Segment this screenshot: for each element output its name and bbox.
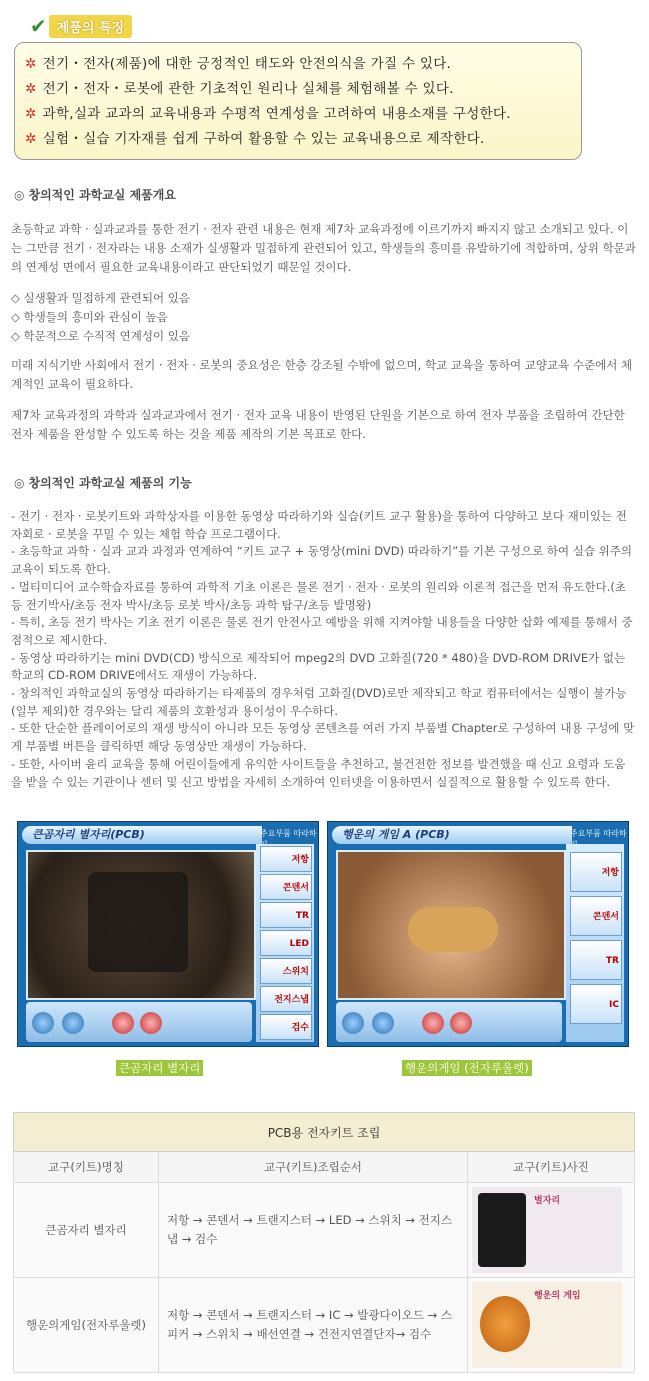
header-sequence: 교구(키트)조립순서 (159, 1152, 468, 1183)
asterisk-icon: ✲ (25, 81, 37, 97)
rewind-icon[interactable] (112, 1012, 134, 1034)
kit-photo-cell (468, 1278, 635, 1373)
constellation-kit-image (478, 1193, 526, 1267)
header-photo: 교구(키트)사진 (468, 1152, 635, 1183)
function-item: - 동영상 따라하기는 mini DVD(CD) 방식으로 제작되어 mpeg2의 DVD 고화질(720 * 480)을 DVD-ROM DRIVE가 없는 학교의 CD-ROM DRIVE에서도 재생이 가능하다. (11, 650, 626, 683)
feature-item: ✲ 실험・실습 기자재를 쉽게 구하여 활용할 수 있는 교육내용으로 제작한다. (25, 131, 485, 147)
feature-tag (30, 14, 132, 38)
table-title-row (14, 1113, 635, 1152)
function-item: - 또한 단순한 플레이어로의 재생 방식이 아니라 모든 동영상 콘텐츠를 여러 가지 부품별 Chapter로 구성하여 내용 구성에 맞게 부품별 버튼을 클릭하면 해당 동영상만 재생이 가능하다. (11, 721, 635, 754)
lucky-game-kit-image (480, 1296, 530, 1352)
menu-capacitor[interactable]: 콘덴서 (260, 874, 312, 900)
overview-para-2: 미래 지식기반 사회에서 전기 · 전자 · 로봇의 중요성은 한층 강조될 수밖에 없으며, 학교 교육을 통하여 교양교육 수준에서 체계적인 교육이 필요하다. (11, 358, 633, 391)
kit-photo-cell (468, 1183, 635, 1278)
table-header-row (14, 1152, 635, 1183)
function-item: - 초등학교 과학 · 실과 교과 과정과 연계하여 “키트 교구 + 동영상(mini DVD) 따라하기”를 기본 구성으로 하여 실습 위주의 교육이 되도록 한다. (11, 544, 632, 577)
asterisk-icon: ✲ (25, 106, 37, 122)
caption-constellation: 큰곰자리 별자리 (116, 1057, 203, 1076)
overview-title: ◎ 창의적인 과학교실 제품개요 (14, 188, 176, 202)
kit-table (13, 1112, 635, 1373)
feature-item: ✲ 전기・전자(제품)에 대한 긍정적인 태도와 안전의식을 가질 수 있다. (25, 56, 452, 72)
function-item: - 전기 · 전자 · 로봇키트와 과학상자를 이용한 동영상 따라하기와 실습(키트 교구 활용)을 통하여 다양하고 보다 재미있는 전자회로 · 로봇을 꾸밀 수 있는 체험 학습 프로그램이다. (11, 509, 627, 541)
function-item: - 멀티미디어 교수학습자료를 통하여 과학적 기초 이론은 물론 전기 · 전자 · 로봇의 원리와 이론적 접근을 먼저 유도한다.(초등 전기박사/초등 전자 박사/초등 로봇 박사/초등 과학 탐구/초등 발명왕) (11, 579, 626, 612)
target-icon: ◎ (14, 188, 25, 202)
function-item: - 또한, 사이버 윤리 교육을 통해 어린이들에게 유익한 사이트들을 추천하고, 불건전한 정보를 발견했을 때 신고 요령과 도움을 받을 수 있는 기관이나 센터 및 신고 방법을 자세히 소개하여 인터넷을 이용하면서 실질적으로 활용할 수 있도록 한다. (11, 756, 626, 789)
menu-switch[interactable]: 스위치 (260, 958, 312, 984)
table-row (14, 1183, 635, 1278)
forward-icon[interactable] (140, 1012, 162, 1034)
video-frame[interactable] (336, 850, 566, 1000)
kit-sequence: 저항 → 콘덴서 → 트랜지스터 → IC → 발광다이오드 → 스피커 → 스위치 → 배선연결 → 건전지연결단자→ 검수 (159, 1278, 468, 1373)
asterisk-icon: ✲ (25, 56, 37, 72)
function-item: - 창의적인 과학교실의 동영상 따라하기는 타제품의 경우처럼 고화질(DVD)로만 제작되고 학교 컴퓨터에서는 실행이 불가능(일부 제외)한 경우와는 달리 제품의 호환성과 용이성이 우수하다. (11, 686, 627, 718)
player-controls (336, 1002, 562, 1042)
kit-name: 행운의게임(전자루울렛) (14, 1278, 159, 1373)
check-icon: ✔ (30, 14, 47, 38)
target-icon: ◎ (14, 476, 25, 490)
forward-icon[interactable] (450, 1012, 472, 1034)
menu-transistor[interactable]: TR (570, 940, 622, 980)
player-controls (26, 1002, 252, 1042)
photo-label: 행운의 게임 (534, 1291, 581, 1301)
video-frame[interactable] (26, 850, 256, 1000)
menu-header: 주요부품 따라하 (570, 829, 627, 838)
pcb-image (408, 907, 498, 952)
menu-battery-snap[interactable]: 전지스냅 (260, 986, 312, 1012)
menu-inspect[interactable]: 검수 (260, 1014, 312, 1040)
menu-resistor[interactable]: 저항 (260, 846, 312, 872)
asterisk-icon: ✲ (25, 131, 37, 147)
pause-icon[interactable] (372, 1012, 394, 1034)
table-title: PCB용 전자키트 조립 (14, 1113, 635, 1152)
menu-ic[interactable]: IC (570, 984, 622, 1024)
point-item: ◇ 학생들의 흥미와 관심이 높음 (11, 310, 168, 324)
screenshot-lucky-game (327, 821, 629, 1047)
point-item: ◇ 실생활과 밀접하게 관련되어 있음 (11, 291, 190, 305)
menu-capacitor[interactable]: 콘덴서 (570, 896, 622, 936)
functions-title: ◎ 창의적인 과학교실 제품의 기능 (14, 476, 192, 490)
kit-photo (472, 1187, 622, 1273)
point-item: ◇ 학문적으로 수직적 연계성이 있음 (11, 329, 190, 343)
feature-item: ✲ 과학,실과 교과의 교육내용과 수평적 연계성을 고려하여 내용소재를 구성한다. (25, 106, 511, 122)
header-name: 교구(키트)명칭 (14, 1152, 159, 1183)
caption-lucky-game: 행운의게임 (전자루울렛) (402, 1057, 532, 1076)
functions-list (11, 508, 636, 791)
table-row (14, 1278, 635, 1373)
feature-item: ✲ 전기・전자・로봇에 관한 기초적인 원리나 실체를 체험해볼 수 있다. (25, 81, 454, 97)
feature-list (15, 43, 581, 152)
function-item: - 특히, 초등 전기 박사는 기초 전기 이론은 물론 전기 안전사고 예방을 위해 지켜야할 내용들을 다양한 삽화 예제를 통해서 중점적으로 제시한다. (11, 615, 633, 647)
kit-sequence: 저항 → 콘덴서 → 트랜지스터 → LED → 스위치 → 전지스냅 → 검수 (159, 1183, 468, 1278)
rewind-icon[interactable] (422, 1012, 444, 1034)
menu-resistor[interactable]: 저항 (570, 852, 622, 892)
pause-icon[interactable] (62, 1012, 84, 1034)
pcb-image (88, 872, 188, 972)
menu-led[interactable]: LED (260, 930, 312, 956)
kit-photo (472, 1282, 622, 1368)
screen-title: 행운의 게임 A (PCB) (332, 826, 572, 844)
menu-header: 주요부품 따라하 (260, 829, 317, 838)
overview-points (11, 289, 636, 346)
feature-tag-label: 제품의 특징 (49, 15, 132, 38)
menu-transistor[interactable]: TR (260, 902, 312, 928)
photo-label: 별자리 (534, 1196, 561, 1206)
overview-para-1: 초등학교 과학 · 실과교과를 통한 전기 · 전자 관련 내용은 현재 제7차 교육과정에 이르기까지 빠지지 않고 소개되고 있다. 이는 그만큼 전기 · 전자라는 내용 소재가 실생활과 밀접하게 관련되어 있고, 학생들의 흥미를 유발하기에 적합하며, 상위 학문과의 연계성 면에서 필요한 교육내용이라고 판단되었기 때문일 것이다. (11, 222, 636, 274)
screen-title: 큰곰자리 별자리(PCB) (22, 826, 262, 844)
feature-box (14, 42, 582, 160)
play-icon[interactable] (32, 1012, 54, 1034)
overview-para-3: 제7차 교육과정의 과학과 실과교과에서 전기 · 전자 교육 내용이 반영된 단원을 기본으로 하여 전자 부품을 조립하여 간단한 전자 제품을 완성할 수 있도록 하는 것을 제품 제작의 기본 목표로 한다. (11, 408, 625, 441)
kit-name: 큰곰자리 별자리 (14, 1183, 159, 1278)
screenshot-constellation (17, 821, 319, 1047)
play-icon[interactable] (342, 1012, 364, 1034)
